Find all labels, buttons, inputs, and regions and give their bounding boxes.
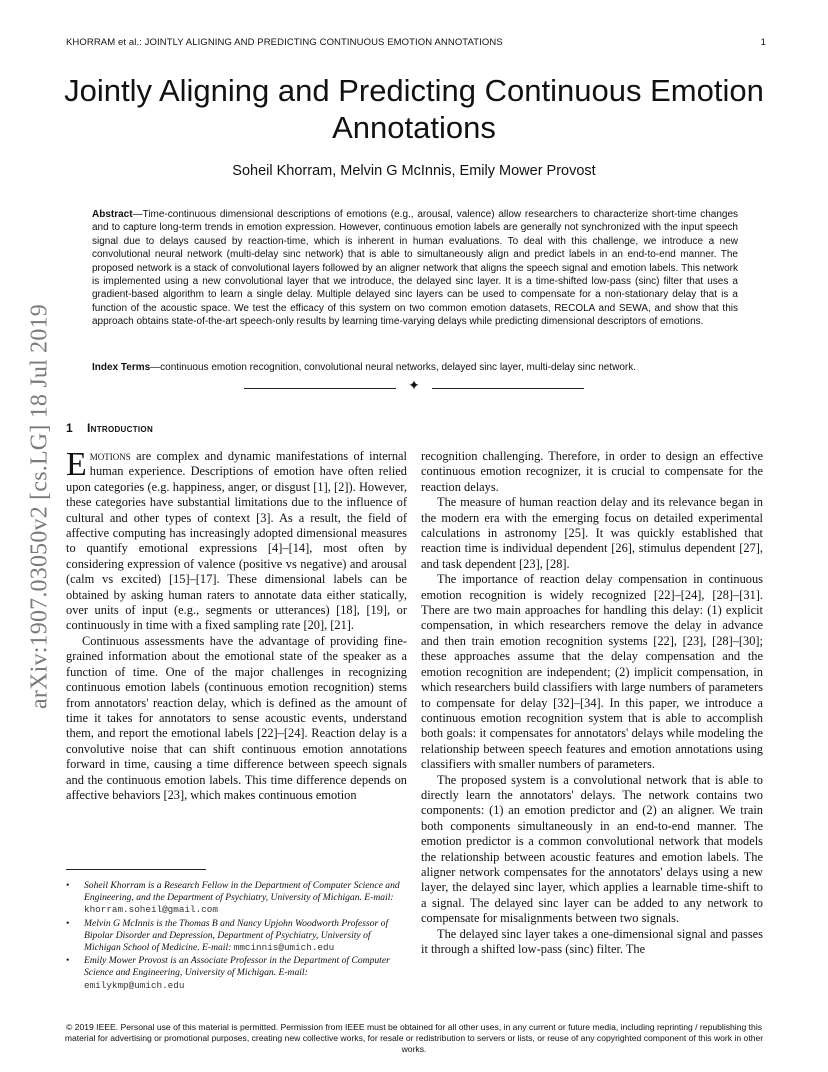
intro-paragraph-6: The proposed system is a convolutional network that is able to directly learn the annotators' delays. The network contains two components: (1) an emotion predictor and (2) an aligner. We train both components simultaneously in an end-to-end manner. The emotion predictor is a common convolutional network that models the relationship between acoustic features and emotion labels. The aligner network compensates for the annotators' delays using a new layer, the delayed sinc layer, which applies a learnable time-shift to a signal. The delayed sinc layer can be added to any network to compensate for misalignments between two signals.	[421, 772, 763, 926]
bullet-icon: •	[66, 955, 70, 967]
email-link[interactable]: mmcinnis@umich.edu	[233, 942, 335, 954]
divider-line-left	[244, 388, 396, 389]
index-terms-text: —continuous emotion recognition, convolutional neural networks, delayed sinc layer, multi-delay sinc network.	[150, 362, 636, 373]
author-footnotes	[66, 880, 407, 993]
section-title: Introduction	[86, 421, 154, 435]
footnote-item	[66, 918, 407, 955]
email-link[interactable]: emilykmp@umich.edu	[84, 979, 185, 991]
paper-title: Jointly Aligning and Predicting Continuous Emotion Annotations	[64, 73, 764, 145]
footnote-item	[66, 955, 407, 992]
intro-paragraph-4: The measure of human reaction delay and its relevance began in the modern era with the emerging focus on detailed experimental calculations in astronomy [25]. It was quickly established that reaction time is individual dependent [26], stimulus dependent [27], and task dependent [23], [28].	[421, 495, 763, 571]
index-terms	[92, 361, 738, 374]
section-number: 1	[66, 421, 73, 435]
footnote-item	[66, 880, 407, 917]
section-divider	[244, 381, 584, 395]
abstract	[92, 208, 738, 329]
arxiv-stamp-text: arXiv:1907.03050v2 [cs.LG] 18 Jul 2019	[26, 304, 53, 709]
author-list: Soheil Khorram, Melvin G McInnis, Emily Mower Provost	[232, 163, 596, 179]
copyright-notice: © 2019 IEEE. Personal use of this material is permitted. Permission from IEEE must be obtained for all other uses, in any current or future media, including reprinting / republishing this material for advertising or promotional purposes, creating new collective works, for resale or redistribution to servers or lists, or reuse of any copyrighted component of this work in other works.	[64, 1022, 764, 1055]
running-header-text: KHORRAM et al.: JOINTLY ALIGNING AND PREDICTING CONTINUOUS EMOTION ANNOTATIONS	[66, 37, 503, 48]
footnote-text: Emily Mower Provost is an Associate Professor in the Department of Computer Science and Engineering, University of Michigan. E-mail:	[84, 955, 390, 979]
footnote-text: Soheil Khorram is a Research Fellow in the Department of Computer Science and Engineering, and the Department of Psychiatry, University of Michigan. E-mail:	[84, 880, 400, 904]
intro-paragraph-7: The delayed sinc layer takes a one-dimensional signal and passes it through a shifted low-pass (sinc) filter. The	[421, 926, 763, 956]
intro-paragraph-2: Continuous assessments have the advantage of providing fine-grained information about the emotional state of the speaker as a function of time. One of the major challenges in recognizing continuous emotion labels (continuous emotion recognition) stems from annotators' reaction delay, which is defined as the amount of time it takes for annotators to sense acoustic events, understand them, and report the emotional labels [22]–[24]. Reaction delay is a convolutive noise that can shift continuous emotion annotations forward in time, causing a time difference between speech signals and the continuous emotion labels. This time difference depends on affective behaviors [23], which makes continuous emotion	[66, 633, 407, 802]
intro-paragraph-5: The importance of reaction delay compensation in continuous emotion recognition is widely recognized [22]–[24], [28]–[31]. There are two main approaches for handling this delay: (1) explicit compensation, in which researchers remove the delay in advance and then train emotion recognition systems [22], [23], [28]–[30]; these approaches assume that the delay compensation and the emotion recognition are independent; (2) implicit compensation, in which researchers build classifiers with large numbers of parameters to compensate for delay [32]–[34]. In this paper, we introduce a continuous emotion recognition system that is able to accomplish both goals: it compensates for annotators' delays while modeling the relationship between speech features and emotion annotations using classifiers with smaller numbers of parameters.	[421, 572, 763, 772]
footnote-rule	[66, 869, 206, 870]
footnote-text: Melvin G McInnis is the Thomas B and Nancy Upjohn Woodworth Professor of Bipolar Disorder and Depression, Department of Psychiatry, University of Michigan School of Medicine. E-mail:	[84, 917, 389, 954]
intro-paragraph-1	[66, 446, 407, 634]
abstract-text: —Time-continuous dimensional descriptions of emotions (e.g., arousal, valence) allow researchers to characterize short-time changes and to capture long-term trends in emotion expression. However, continuous emotion labels are generally not synchronized with the input speech signal due to delays caused by reaction-time, which is inherent in human evaluations. To deal with this challenge, we introduce a new convolutional neural network (multi-delay sinc network) that is able to simultaneously align and predict labels in an end-to-end manner. The proposed network is a stack of convolutional layers followed by an aligner network that aligns the speech signal and emotion labels. This network is implemented using a new convolutional layer that we introduce, the delayed sinc layer. It is a time-shifted low-pass (sinc) filter that uses a gradient-based algorithm to learn a single delay. Multiple delayed sinc layers can be used to compensate for a non-stationary delay that is a function of the acoustic space. We test the efficacy of this system on two common emotion datasets, RECOLA and SEWA, and show that this approach obtains state-of-the-art speech-only results by learning time-varying delays while predicting dimensional descriptors of emotions.	[92, 209, 738, 328]
arxiv-stamp	[28, 300, 52, 710]
bullet-icon: •	[66, 880, 70, 891]
email-link[interactable]: khorram.soheil@gmail.com	[84, 904, 218, 916]
divider-line-right	[432, 388, 584, 389]
dropcap-letter: E	[66, 446, 87, 483]
running-header	[66, 37, 766, 48]
page-number: 1	[760, 37, 766, 48]
dropcap-continuation: motions	[89, 449, 131, 463]
intro-paragraph-1-text: are complex and dynamic manifestations of internal human experience. Descriptions of emotion have often relied upon categories (e.g. happiness, anger, or disgust [1], [2]). However, these categories have substantial limitations due to the influence of cultural and other types of context [3]. As a result, the field of affective computing has increasingly adopted dimensional measures to quantify emotional expressions [4]–[14], most often by considering expression of valence (positive vs negative) and arousal (calm vs excited) [15]–[17]. These dimensional labels can be obtained by asking human raters to annotate data either statically, over units of input (e.g., segments or utterances) [18], [19], or continuously in time with a fixed sampling rate [20], [21].	[66, 449, 407, 633]
abstract-label: Abstract	[92, 209, 133, 220]
intro-paragraph-3: recognition challenging. Therefore, in order to design an effective continuous emotion recognizer, it is crucial to compensate for the reaction delays.	[421, 449, 763, 494]
bullet-icon: •	[66, 917, 70, 929]
section-heading	[66, 421, 153, 435]
divider-star-icon: ✦	[408, 379, 420, 394]
index-terms-label: Index Terms	[92, 362, 151, 373]
right-column	[421, 449, 763, 957]
left-column	[66, 446, 407, 803]
